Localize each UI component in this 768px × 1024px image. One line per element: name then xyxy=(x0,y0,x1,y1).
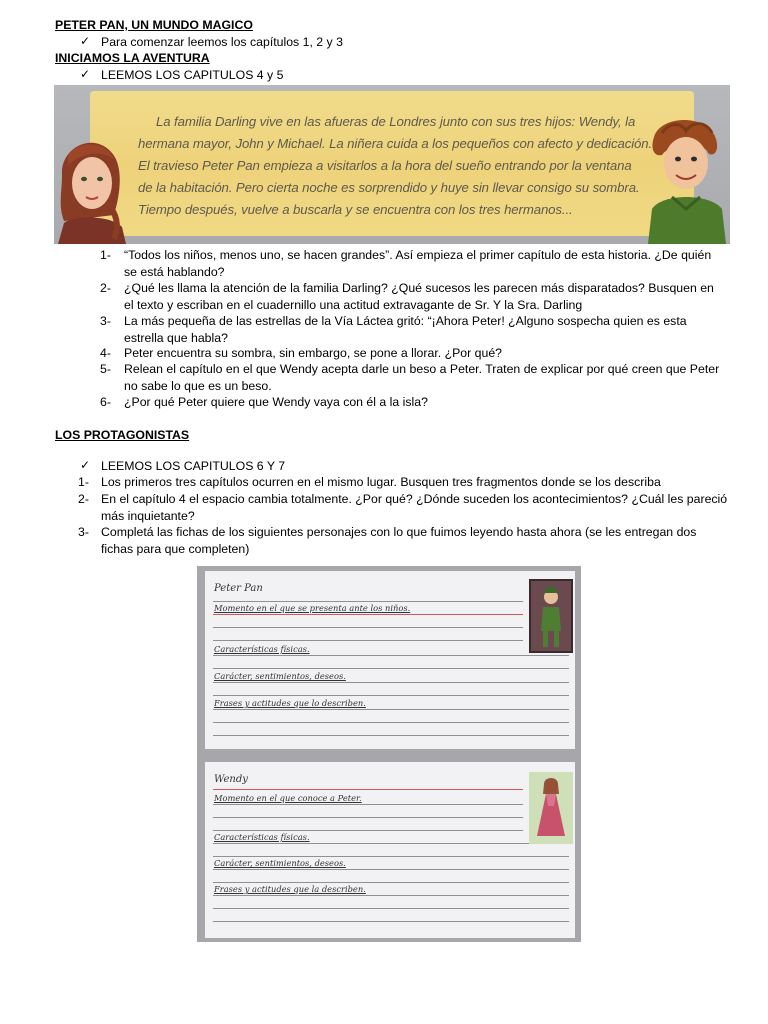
check-icon: ✓ xyxy=(80,34,91,48)
question-text: Completá las fichas de los siguientes personajes con lo que fuimos leyendo hasta ahora (se les entregan dos fichas para que completen) xyxy=(101,525,697,556)
card-character-name: Wendy xyxy=(214,774,248,785)
question-number: 1- xyxy=(100,248,111,262)
question-text: ¿Por qué Peter quiere que Wendy vaya con él a la isla? xyxy=(124,395,428,409)
wendy-portrait xyxy=(529,772,573,844)
story-banner-image xyxy=(54,85,730,244)
banner-line: de la habitación. Pero cierta noche es sorprendido y huye sin llevar consigo su sombra. xyxy=(138,180,640,195)
worksheet-card-wendy xyxy=(205,762,575,938)
question-text: ¿Qué les llama la atención de la familia Darling? ¿Qué sucesos les parecen más disparatados? Busquen en el texto y escriban en el cuadernillo una actitud extravagante de Sr. Y la Sra. Darling xyxy=(124,281,714,312)
section-heading-peter-pan: PETER PAN, UN MUNDO MAGICO xyxy=(55,18,253,32)
question-text: Los primeros tres capítulos ocurren en el mismo lugar. Busquen tres fragmentos donde se los describa xyxy=(101,475,661,489)
peter-pan-portrait xyxy=(529,579,573,653)
character-worksheet-image xyxy=(197,566,581,942)
peter-pan-illustration xyxy=(642,113,728,244)
check-item-capitulos-6-7: LEEMOS LOS CAPITULOS 6 Y 7 xyxy=(101,459,286,473)
question-number: 1- xyxy=(78,475,89,489)
question-number: 6- xyxy=(100,395,111,409)
check-item-capitulos-1-3: Para comenzar leemos los capítulos 1, 2 y 3 xyxy=(101,35,343,49)
card-field-label: Frases y actitudes que lo describen. xyxy=(214,698,366,708)
check-icon: ✓ xyxy=(80,67,91,81)
card-field-label: Momento en el que conoce a Peter. xyxy=(214,793,362,803)
section-heading-protagonistas: LOS PROTAGONISTAS xyxy=(55,428,190,442)
question-number: 4- xyxy=(100,346,111,360)
banner-line: El travieso Peter Pan empieza a visitarlos a la hora del sueño entrando por la ventana xyxy=(138,158,632,173)
question-text: “Todos los niños, menos uno, se hacen grandes”. Así empieza el primer capítulo de esta historia. ¿De quién se está hablando? xyxy=(124,248,712,279)
card-field-label: Carácter, sentimientos, deseos. xyxy=(214,858,346,868)
card-character-name: Peter Pan xyxy=(214,583,263,594)
banner-line: La familia Darling vive en las afueras de Londres junto con sus tres hijos: Wendy, la xyxy=(156,114,636,129)
banner-line: Tiempo después, vuelve a buscarla y se encuentra con los tres hermanos... xyxy=(138,202,573,217)
banner-line: hermana mayor, John y Michael. La niñera cuida a los pequeños con afecto y dedicación. xyxy=(138,136,653,151)
question-text: En el capítulo 4 el espacio cambia totalmente. ¿Por qué? ¿Dónde suceden los acontecimientos? ¿Cuál les pareció más inquietante? xyxy=(101,492,728,523)
section-heading-iniciamos: INICIAMOS LA AVENTURA xyxy=(55,51,210,65)
check-item-capitulos-4-5: LEEMOS LOS CAPITULOS 4 y 5 xyxy=(101,68,284,82)
question-number: 2- xyxy=(78,492,89,506)
question-number: 2- xyxy=(100,281,111,295)
question-number: 3- xyxy=(78,525,89,539)
card-field-label: Carácter, sentimientos, deseos. xyxy=(214,671,346,681)
card-field-label: Momento en el que se presenta ante los niños. xyxy=(214,603,411,613)
worksheet-card-peter-pan xyxy=(205,571,575,749)
question-number: 5- xyxy=(100,362,111,376)
question-text: Peter encuentra su sombra, sin embargo, se pone a llorar. ¿Por qué? xyxy=(124,346,502,360)
wendy-illustration xyxy=(54,135,130,244)
question-number: 3- xyxy=(100,314,111,328)
question-text: Relean el capítulo en el que Wendy acepta darle un beso a Peter. Traten de explicar por qué creen que Peter no sabe lo que es un beso. xyxy=(124,362,720,393)
card-field-label: Características físicas. xyxy=(214,644,310,654)
card-field-label: Frases y actitudes que la describen. xyxy=(214,884,366,894)
check-icon: ✓ xyxy=(80,458,91,472)
question-text: La más pequeña de las estrellas de la Vía Láctea gritó: “¡Ahora Peter! ¿Alguno sospecha quien es esta estrella que habla? xyxy=(124,314,687,345)
card-field-label: Características físicas. xyxy=(214,832,310,842)
